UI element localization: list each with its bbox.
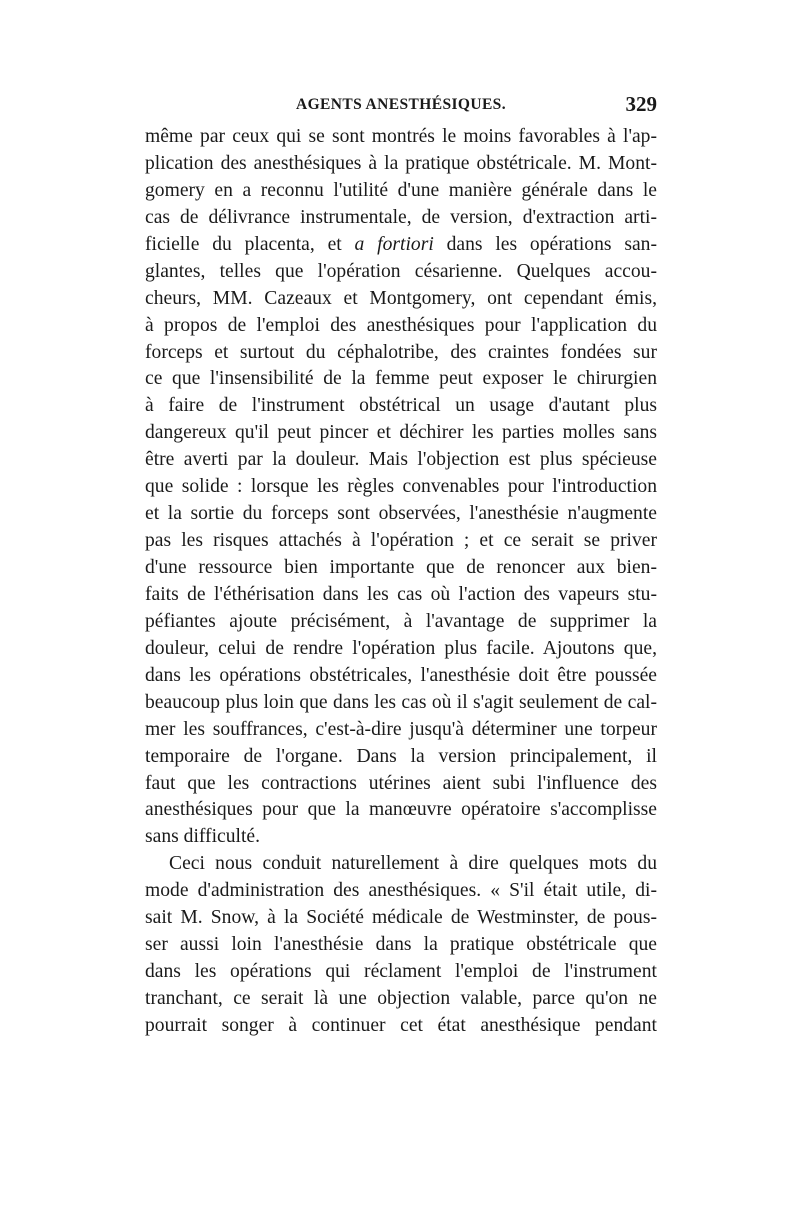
text-line: faits de l'éthérisation dans les cas où l'action des vapeurs stu- — [145, 583, 657, 605]
text-line: beaucoup plus loin que dans les cas où il s'agit seulement de cal- — [145, 691, 657, 713]
text-line: dans les opérations obstétricales, l'anesthésie doit être poussée — [145, 664, 657, 686]
text-line: péfiantes ajoute précisément, à l'avantage de supprimer la — [145, 610, 657, 632]
text-line: et la sortie du forceps sont observées, l'anesthésie n'augmente — [145, 503, 657, 525]
text-line: que solide : lorsque les règles convenables pour l'introduction — [145, 476, 657, 498]
text-line: dangereux qu'il peut pincer et déchirer les parties molles sans — [145, 422, 657, 444]
text-line: dans les opérations qui réclament l'emploi de l'instrument — [145, 961, 657, 983]
text-line: forceps et surtout du céphalotribe, des craintes fondées sur — [145, 341, 657, 363]
text-line: plication des anesthésiques à la pratique obstétricale. M. Mont- — [145, 152, 657, 174]
running-head — [145, 92, 657, 122]
text-line: cheurs, MM. Cazeaux et Montgomery, ont cependant émis, — [145, 287, 657, 309]
paragraph-start-line: Ceci nous conduit naturellement à dire quelques mots du — [169, 853, 657, 875]
text-line: à propos de l'emploi des anesthésiques pour l'application du — [145, 314, 657, 336]
text-line: ce que l'insensibilité de la femme peut exposer le chirurgien — [145, 368, 657, 390]
text-line: gomery en a reconnu l'utilité d'une manière générale dans le — [145, 179, 657, 201]
text-line: douleur, celui de rendre l'opération plus facile. Ajoutons que, — [145, 637, 657, 659]
page-number: 329 — [625, 92, 657, 116]
text-line: être averti par la douleur. Mais l'objection est plus spécieuse — [145, 449, 657, 471]
text-line: mer les souffrances, c'est-à-dire jusqu'à déterminer une torpeur — [145, 718, 657, 740]
text-line: sait M. Snow, à la Société médicale de Westminster, de pous- — [145, 907, 657, 929]
text-line: pourrait songer à continuer cet état anesthésique pendant — [145, 1014, 657, 1036]
body-text — [145, 124, 657, 1040]
paragraph-end-line: sans difficulté. — [145, 826, 260, 848]
text-line: pas les risques attachés à l'opération ; et ce serait se priver — [145, 530, 657, 552]
text-line: cas de délivrance instrumentale, de version, d'extraction arti- — [145, 206, 657, 228]
text-line: faut que les contractions utérines aient subi l'influence des — [145, 772, 657, 794]
text-line: tranchant, ce serait là une objection valable, parce qu'on ne — [145, 988, 657, 1009]
text-line: temporaire de l'organe. Dans la version principalement, il — [145, 745, 657, 767]
text-line: ficielle du placenta, et a fortiori dans les opérations san- — [145, 233, 657, 255]
italic-phrase: a fortiori — [354, 233, 434, 255]
text-line: mode d'administration des anesthésiques. « S'il était utile, di- — [145, 880, 657, 902]
text-line: glantes, telles que l'opération césarienne. Quelques accou- — [145, 260, 657, 282]
text-line: d'une ressource bien importante que de renoncer aux bien- — [145, 557, 657, 578]
text-line: à faire de l'instrument obstétrical un usage d'autant plus — [145, 395, 657, 417]
text-line: anesthésiques pour que la manœuvre opératoire s'accomplisse — [145, 799, 657, 821]
text-line: même par ceux qui se sont montrés le moins favorables à l'ap- — [145, 126, 657, 147]
text-line: ser aussi loin l'anesthésie dans la pratique obstétricale que — [145, 934, 657, 956]
running-title: AGENTS ANESTHÉSIQUES. — [296, 96, 506, 113]
